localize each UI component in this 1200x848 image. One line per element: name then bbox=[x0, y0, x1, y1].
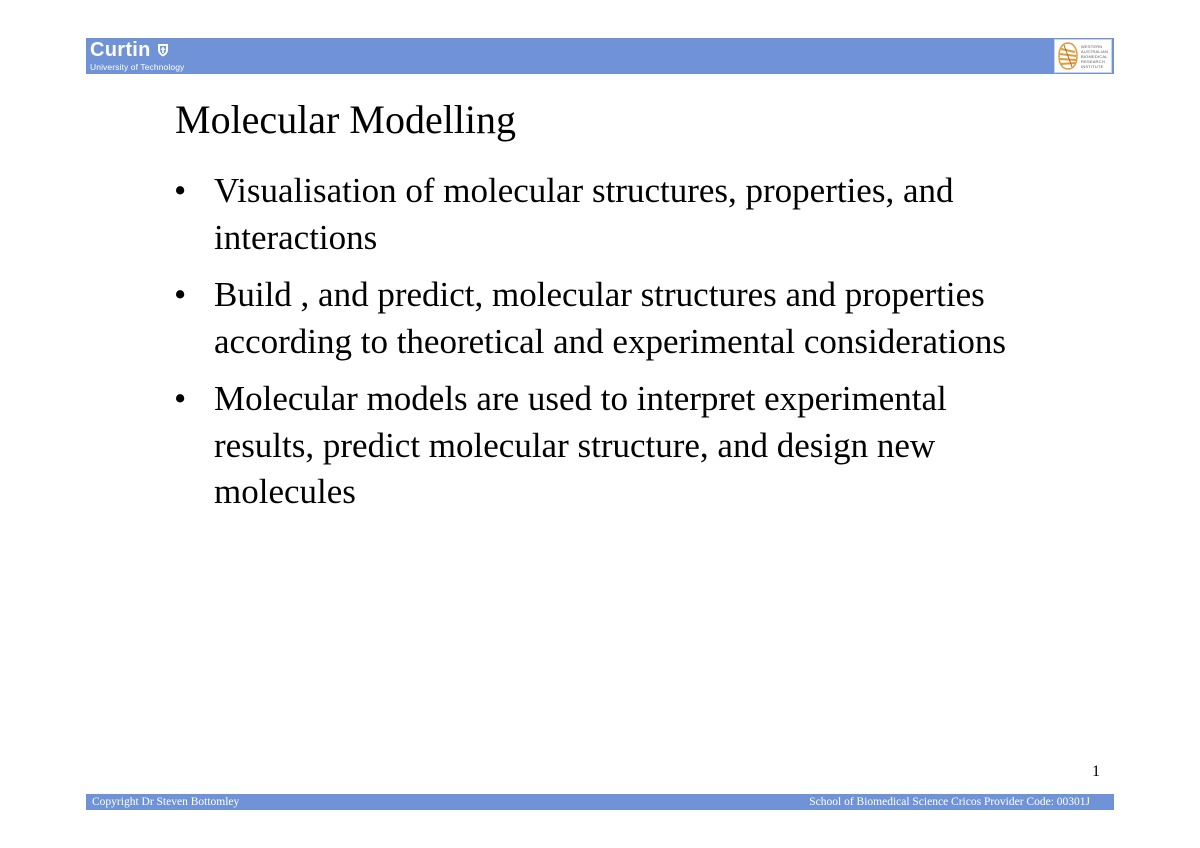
footer-bar bbox=[86, 794, 1114, 810]
partner-logo-line: WESTERN bbox=[1081, 43, 1103, 49]
bullet-dot: • bbox=[174, 379, 187, 418]
bullet-text: Molecular models are used to interpret experimental results, predict molecular structure, and design new molecules bbox=[214, 379, 947, 511]
partner-logo-text bbox=[1081, 44, 1108, 69]
partner-logo-line: INSTITUTE bbox=[1081, 63, 1104, 69]
page-number: 1 bbox=[1092, 763, 1100, 780]
partner-logo-mark bbox=[1057, 41, 1079, 71]
curtin-logo bbox=[90, 40, 184, 72]
footer-school-info: School of Biomedical Science Cricos Provider Code: 00301J bbox=[809, 796, 1090, 808]
slide-title: Molecular Modelling bbox=[175, 97, 517, 142]
bullet-item bbox=[172, 272, 1052, 365]
footer-copyright: Copyright Dr Steven Bottomley bbox=[92, 796, 240, 808]
bullet-list bbox=[172, 168, 1052, 527]
bullet-dot: • bbox=[174, 171, 187, 210]
bullet-text: Visualisation of molecular structures, properties, and interactions bbox=[214, 171, 954, 257]
partner-logo bbox=[1054, 39, 1112, 73]
partner-logo-line: RESEARCH bbox=[1081, 58, 1105, 64]
bullet-item bbox=[172, 376, 1052, 516]
header-bar bbox=[86, 38, 1114, 74]
partner-logo-line: BIOMEDICAL bbox=[1081, 53, 1108, 59]
curtin-logo-subtitle: University of Technology bbox=[90, 62, 185, 72]
shield-icon bbox=[157, 43, 169, 62]
bullet-dot: • bbox=[174, 275, 187, 314]
curtin-logo-name: Curtin bbox=[90, 39, 151, 61]
bullet-item bbox=[172, 168, 1052, 261]
partner-logo-line: AUSTRALIAN bbox=[1081, 48, 1109, 54]
bullet-text: Build , and predict, molecular structures and properties according to theoretical and experimental considerations bbox=[214, 275, 1007, 361]
